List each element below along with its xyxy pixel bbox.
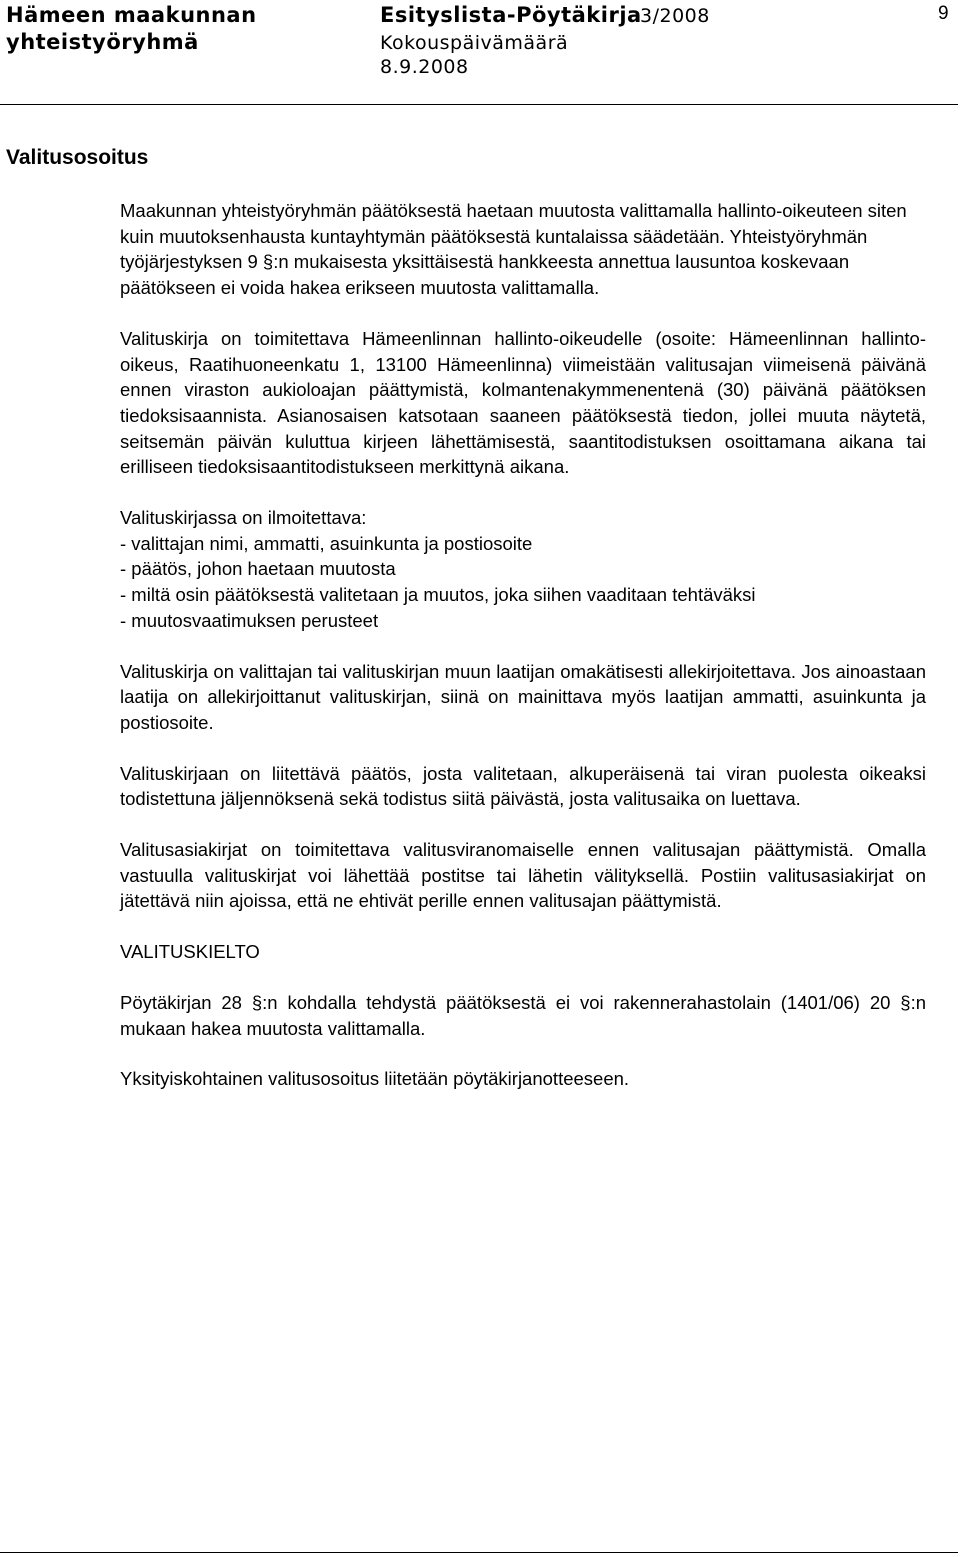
list-item: - päätös, johon haetaan muutosta [120, 558, 396, 580]
subheading-appeal-ban: VALITUSKIELTO [120, 941, 260, 963]
list-item: - valittajan nimi, ammatti, asuinkunta ja postiosoite [120, 532, 533, 554]
organization-name-line2: yhteistyöryhmä [6, 30, 199, 54]
footer-divider [0, 1552, 958, 1553]
requirements-list [120, 531, 926, 634]
meeting-date-label: Kokouspäivämäärä [380, 32, 569, 54]
list-intro: Valituskirjassa on ilmoitettava: [120, 507, 367, 529]
paragraph-appeal-ban: Pöytäkirjan 28 §:n kohdalla tehdystä päätöksestä ei voi rakennerahastolain (1401/06) 20 §:n mukaan hakea muutosta valittamalla. [120, 991, 926, 1039]
document-body [120, 198, 926, 1117]
page-number: 9 [938, 3, 949, 24]
paragraph-detailed-instructions: Yksityiskohtainen valitusosoitus liitetään pöytäkirjanotteeseen. [120, 1068, 630, 1090]
paragraph-attachments: Valituskirjaan on liitettävä päätös, josta valitetaan, alkuperäisenä tai viran puolesta oikeaksi todistettuna jäljennöksenä sekä todistus siitä päivästä, josta valitusaika on luettava. [120, 762, 926, 810]
meeting-date: 8.9.2008 [380, 56, 469, 78]
list-item: - miltä osin päätöksestä valitetaan ja muutos, joka siihen vaaditaan tehtäväksi [120, 584, 756, 606]
header-divider [0, 104, 958, 105]
document-number: 3/2008 [640, 5, 710, 27]
paragraph-signature: Valituskirja on valittajan tai valituskirjan muun laatijan omakätisesti allekirjoitettava. Jos ainoastaan laatija on allekirjoittanut valituskirjan, siinä on mainittava myös laatijan ammatti, asuinkunta ja postiosoite. [120, 660, 926, 733]
organization-name-line1: Hämeen maakunnan [6, 3, 257, 27]
paragraph-appeal-delivery: Valituskirja on toimitettava Hämeenlinnan hallinto-oikeudelle (osoite: Hämeenlinnan hallinto-oikeus, Raatihuoneenkatu 1, 13100 Hämeenlinna) viimeistään valitusajan viimeisenä päivänä ennen viraston aukioloajan päättymistä, kolmantenakymmenentenä (30) päivänä päätöksen tiedoksisaannista. Asianosaisen katsotaan saaneen päätöksestä tiedon, jollei muuta näytetä, seitsemän päivän kuluttua kirjeen lähettämisestä, saantitodistuksen osoittamana aikana tai erilliseen tiedoksisaantitodistukseen merkittynä aikana. [120, 327, 926, 478]
paragraph-appeal-basis: Maakunnan yhteistyöryhmän päätöksestä haetaan muutosta valittamalla hallinto-oikeuteen siten kuin muutoksenhausta kuntayhtymän päätöksestä kuntalaissa säädetään. Yhteistyöryhmän työjärjestyksen 9 §:n mukaisesta yksittäisestä hankkeesta annettua lausuntoa koskevaan päätökseen ei voida hakea erikseen muutosta valittamalla. [120, 200, 907, 299]
document-type: Esityslista-Pöytäkirja [380, 3, 642, 27]
section-heading: Valitusosoitus [6, 146, 149, 169]
list-item: - muutosvaatimuksen perusteet [120, 609, 379, 631]
document-header [0, 0, 960, 110]
paragraph-submission: Valitusasiakirjat on toimitettava valitusviranomaiselle ennen valitusajan päättymistä. Omalla vastuulla valituskirjat voi lähettää postitse tai lähetin välityksellä. Postiin valitusasiakirjat on jätettävä niin ajoissa, että ne ehtivät perille ennen valitusajan päättymistä. [120, 839, 926, 912]
